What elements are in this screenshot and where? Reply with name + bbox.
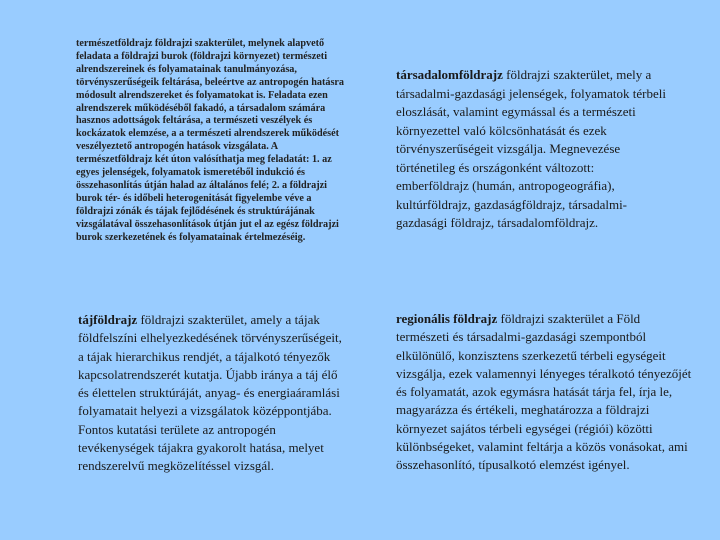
entry-definition: földrajzi szakterület, amely a tájak földfelszíni elhelyezkedésének törvényszerűségeit, a tájak hierarchikus rendjét, a tájalkotó tényezők kapcsolatrendszerét kutatja. Újabb iránya a táj élő és élettelen struktúráját, anyag- és energiaáramlási folyamatait helyezi a vizsgálatok középpontjába. Fontos kutatási területe az antropogén tevékenységek tájakra gyakorolt hatása, melyet rendszerelvű megközelítéssel vizsgál. [78, 312, 342, 474]
entry-tajfoldrajz [78, 311, 350, 476]
entry-term: regionális földrajz [396, 311, 498, 326]
entry-term: tájföldrajz [78, 312, 138, 327]
entry-termeszetfoldrajz [76, 38, 351, 245]
entry-definition: földrajzi szakterület, mely a társadalmi-gazdasági jelenségek, folyamatok térbeli eloszlását, valamint egymással és a természeti környezettel való kölcsönhatását és ezek törvényszerűségeit vizsgálja. Megnevezése történetileg és országonként változott: emberföldrajz (humán, antropogeográfia), kultúrföldrajz, gazdaságföldrajz, társadalmi-gazdasági földrajz, társadalomföldrajz. [396, 67, 666, 230]
entry-definition: földrajzi szakterület a Föld természeti és társadalmi-gazdasági szempontból elkülönülő, konzisztens szerkezetű térbeli egységeit vizsgálja, ezek valamennyi lényeges téralkotó tényezőjét és folyamatát, azok egymásra hatását tárja fel, írja le, magyarázza és értékeli, meghatározza a földrajzi környezet sajátos térbeli egységei (régiói) közötti különbségeket, valamint feltárja a közös vonásokat, ami összehasonlító, típusalkotó elemzést igényel. [396, 311, 692, 473]
entry-regionalis-foldrajz [396, 310, 696, 475]
entry-term: természetföldrajz [76, 38, 153, 49]
entry-tarsadalomfoldrajz [396, 66, 668, 233]
entry-term: társadalomföldrajz [396, 67, 503, 82]
entry-definition: földrajzi szakterület, melynek alapvető feladata a földrajzi burok (földrajzi környezet) természeti alrendszereinek és folyamatainak tanulmányozása, törvényszerűségeik feltárása, beleértve az antropogén hatásra módosult alrendszereket és folyamatokat is. Feladata ezen alrendszerek működéséből fakadó, a társadalom számára hasznos adottságok feltárása, a természeti veszélyek és kockázatok elemzése, a a természeti alrendszerek működését veszélyeztető antropogén hatások vizsgálata. A természetföldrajz két úton valósíthatja meg feladatát: 1. az egyes jelenségek, folyamatok ismeretéből indukció és összehasonlítás útján halad az általános felé; 2. a földrajzi burok tér- és időbeli heterogenitását figyelembe véve a földrajzi zónák és tájak fejlődésének és struktúrájának vizsgálatával összehasonlítások útján jut el az egész földrajzi burok szerkezetének és folyamatainak értelmezéséig. [76, 38, 345, 243]
